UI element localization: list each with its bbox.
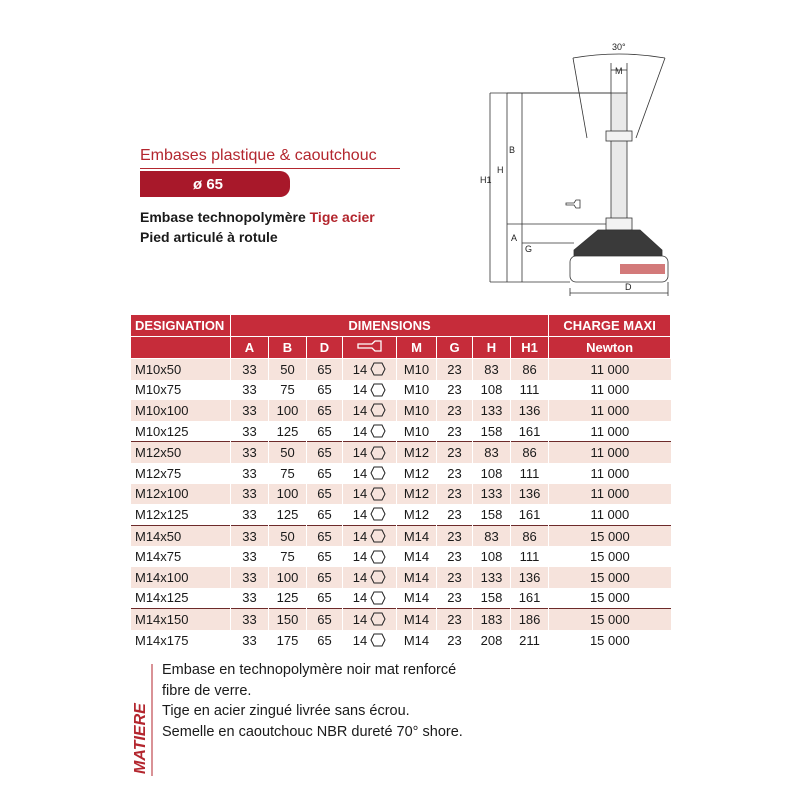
cell-h: 83 [473,442,511,463]
cell-charge: 11 000 [549,400,671,421]
cell-a: 33 [231,442,269,463]
cell-m: M10 [397,421,437,442]
cell-key [343,400,397,421]
lower-nut [606,218,632,230]
cell-designation: M10x50 [131,359,231,380]
cell-a: 33 [231,421,269,442]
angle-line-left [573,58,587,138]
table-row [131,421,671,442]
cell-g: 23 [437,609,473,630]
hexagon-icon [370,591,386,605]
cell-m: M14 [397,609,437,630]
table-row [131,442,671,463]
cell-a: 33 [231,504,269,525]
cell-a: 33 [231,463,269,484]
header-charge: CHARGE MAXI [549,315,671,337]
table-row [131,588,671,609]
title-underline [140,168,400,169]
hexagon-icon [370,424,386,438]
table-row [131,463,671,484]
matiere-line: fibre de verre. [162,682,252,699]
key-size: 14 [352,528,368,544]
matiere-line: Tige en acier zingué livrée sans écrou. [162,703,410,719]
cell-m: M14 [397,630,437,651]
cell-b: 175 [269,630,307,651]
cell-charge: 11 000 [549,380,671,401]
key-size: 14 [352,506,368,522]
table-row [131,609,671,630]
cell-key [343,546,397,567]
key-size: 14 [352,423,368,439]
cell-a: 33 [231,525,269,546]
cell-g: 23 [437,504,473,525]
cell-key [343,463,397,484]
cell-key [343,380,397,401]
cell-h: 158 [473,588,511,609]
cell-h1: 161 [511,588,549,609]
cell-h: 183 [473,609,511,630]
cell-charge: 15 000 [549,546,671,567]
cell-d: 65 [307,463,343,484]
cell-key [343,421,397,442]
cell-key [343,359,397,380]
technical-drawing [470,38,680,298]
cell-g: 23 [437,588,473,609]
hexagon-icon [370,446,386,460]
cell-b: 75 [269,546,307,567]
cell-h: 133 [473,484,511,505]
cell-h1: 111 [511,463,549,484]
cell-b: 100 [269,567,307,588]
cell-charge: 11 000 [549,504,671,525]
angle-line-right [636,58,665,138]
cell-designation: M14x100 [131,567,231,588]
subtitle-base: Embase technopolymère [140,209,306,225]
cell-designation: M14x125 [131,588,231,609]
label-h1: H1 [480,175,492,185]
rubber-pad [620,264,665,274]
cell-h: 108 [473,463,511,484]
key-size: 14 [352,361,368,377]
cell-charge: 11 000 [549,484,671,505]
cell-h1: 86 [511,442,549,463]
key-size: 14 [352,611,368,627]
cell-a: 33 [231,484,269,505]
cell-m: M10 [397,380,437,401]
hexagon-icon [370,612,386,626]
key-size: 14 [352,486,368,502]
cell-d: 65 [307,525,343,546]
cell-b: 75 [269,380,307,401]
hexagon-icon [370,487,386,501]
cell-key [343,442,397,463]
cell-a: 33 [231,567,269,588]
table-row [131,504,671,525]
table-row [131,380,671,401]
cell-h: 208 [473,630,511,651]
threaded-rod [611,93,627,223]
size-banner: ø 65 [140,171,290,197]
hexagon-icon [370,403,386,417]
cell-d: 65 [307,421,343,442]
table-row [131,630,671,651]
cell-d: 65 [307,380,343,401]
cell-d: 65 [307,484,343,505]
subtitle-joint: Pied articulé à rotule [140,229,278,245]
cell-m: M12 [397,504,437,525]
label-b: B [509,145,516,155]
cell-b: 100 [269,400,307,421]
cell-key [343,567,397,588]
cell-a: 33 [231,546,269,567]
cell-key [343,504,397,525]
cell-designation: M14x75 [131,546,231,567]
cell-m: M14 [397,588,437,609]
cell-m: M14 [397,525,437,546]
col-g: G [437,337,473,359]
cell-b: 125 [269,421,307,442]
col-newton: Newton [549,337,671,359]
key-size: 14 [352,382,368,398]
cell-d: 65 [307,630,343,651]
col-a: A [231,337,269,359]
cell-h: 133 [473,567,511,588]
cell-designation: M12x100 [131,484,231,505]
cell-d: 65 [307,400,343,421]
cell-charge: 11 000 [549,359,671,380]
table-row [131,400,671,421]
cell-h: 108 [473,546,511,567]
cell-m: M12 [397,484,437,505]
cell-b: 125 [269,588,307,609]
cell-designation: M10x75 [131,380,231,401]
key-size: 14 [352,632,368,648]
table-row [131,525,671,546]
cell-h: 158 [473,421,511,442]
specs-body [131,359,671,651]
matiere-description [162,660,463,742]
cell-designation: M10x100 [131,400,231,421]
cell-g: 23 [437,380,473,401]
cell-d: 65 [307,546,343,567]
cell-d: 65 [307,442,343,463]
cell-m: M14 [397,567,437,588]
cell-g: 23 [437,630,473,651]
angle-label: 30° [612,42,626,52]
header-dimensions: DIMENSIONS [231,315,549,337]
col-h1: H1 [511,337,549,359]
cell-h: 83 [473,525,511,546]
key-size: 14 [352,445,368,461]
cell-designation: M14x175 [131,630,231,651]
subtitle-stem: Tige acier [309,209,375,225]
col-h: H [473,337,511,359]
cell-g: 23 [437,567,473,588]
cell-b: 75 [269,463,307,484]
cell-charge: 11 000 [549,463,671,484]
cell-b: 125 [269,504,307,525]
cell-h1: 136 [511,484,549,505]
specs-table [130,314,671,650]
cell-charge: 15 000 [549,609,671,630]
cell-b: 50 [269,525,307,546]
cell-a: 33 [231,630,269,651]
cell-d: 65 [307,567,343,588]
table-row [131,484,671,505]
cell-g: 23 [437,484,473,505]
cell-m: M14 [397,546,437,567]
cell-key [343,525,397,546]
cell-charge: 15 000 [549,525,671,546]
cell-h: 83 [473,359,511,380]
cell-g: 23 [437,400,473,421]
cell-h1: 136 [511,400,549,421]
cell-h1: 136 [511,567,549,588]
cell-designation: M14x50 [131,525,231,546]
cell-h1: 111 [511,380,549,401]
cell-charge: 11 000 [549,421,671,442]
cell-m: M10 [397,359,437,380]
cell-d: 65 [307,609,343,630]
col-m: M [397,337,437,359]
base-dome [574,230,662,256]
cell-b: 100 [269,484,307,505]
cell-h1: 161 [511,421,549,442]
label-h: H [497,165,504,175]
cell-b: 150 [269,609,307,630]
cell-charge: 15 000 [549,567,671,588]
key-size: 14 [352,569,368,585]
cell-key [343,484,397,505]
hexagon-icon [370,362,386,376]
cell-key [343,588,397,609]
hexagon-icon [370,383,386,397]
table-row [131,359,671,380]
col-d: D [307,337,343,359]
hexagon-icon [370,633,386,647]
cell-h1: 111 [511,546,549,567]
cell-a: 33 [231,609,269,630]
cell-h1: 211 [511,630,549,651]
cell-key [343,609,397,630]
cell-d: 65 [307,588,343,609]
matiere-line: Embase en technopolymère noir mat renforcé [162,662,457,678]
upper-nut [606,131,632,141]
col-wrench [343,337,397,359]
key-size: 14 [352,549,368,565]
cell-a: 33 [231,588,269,609]
cell-h1: 86 [511,525,549,546]
cell-g: 23 [437,359,473,380]
header-blank [131,337,231,359]
cell-designation: M14x150 [131,609,231,630]
hexagon-icon [370,550,386,564]
cell-a: 33 [231,400,269,421]
key-size: 14 [352,465,368,481]
key-size: 14 [352,590,368,606]
cell-charge: 15 000 [549,630,671,651]
cell-charge: 11 000 [549,442,671,463]
cell-h1: 86 [511,359,549,380]
cell-m: M10 [397,400,437,421]
col-b: B [269,337,307,359]
header-designation: DESIGNATION [131,315,231,337]
matiere-label [128,662,154,778]
cell-h: 133 [473,400,511,421]
wrench-glyph [566,200,580,208]
cell-m: M12 [397,442,437,463]
cell-h: 108 [473,380,511,401]
product-title: Embases plastique & caoutchouc [140,147,377,164]
cell-b: 50 [269,442,307,463]
label-a: A [511,233,518,243]
angle-arc [573,54,665,58]
cell-h1: 186 [511,609,549,630]
cell-m: M12 [397,463,437,484]
wrench-icon [356,340,384,352]
cell-g: 23 [437,525,473,546]
cell-d: 65 [307,359,343,380]
cell-d: 65 [307,504,343,525]
cell-a: 33 [231,359,269,380]
table-row [131,567,671,588]
cell-key [343,630,397,651]
cell-designation: M12x125 [131,504,231,525]
hexagon-icon [370,570,386,584]
matiere-line: Semelle en caoutchouc NBR dureté 70° shore. [162,723,463,740]
key-size: 14 [352,402,368,418]
cell-charge: 15 000 [549,588,671,609]
cell-a: 33 [231,380,269,401]
cell-designation: M12x75 [131,463,231,484]
cell-designation: M10x125 [131,421,231,442]
label-m: M [615,66,623,76]
cell-h: 158 [473,504,511,525]
cell-g: 23 [437,546,473,567]
product-subtitle [140,207,375,247]
cell-g: 23 [437,421,473,442]
label-d: D [625,282,632,292]
cell-h1: 161 [511,504,549,525]
matiere-text: MATIERE [132,703,149,774]
hexagon-icon [370,466,386,480]
cell-g: 23 [437,463,473,484]
table-row [131,546,671,567]
cell-g: 23 [437,442,473,463]
hexagon-icon [370,529,386,543]
hexagon-icon [370,507,386,521]
cell-b: 50 [269,359,307,380]
cell-designation: M12x50 [131,442,231,463]
label-g: G [525,244,533,254]
